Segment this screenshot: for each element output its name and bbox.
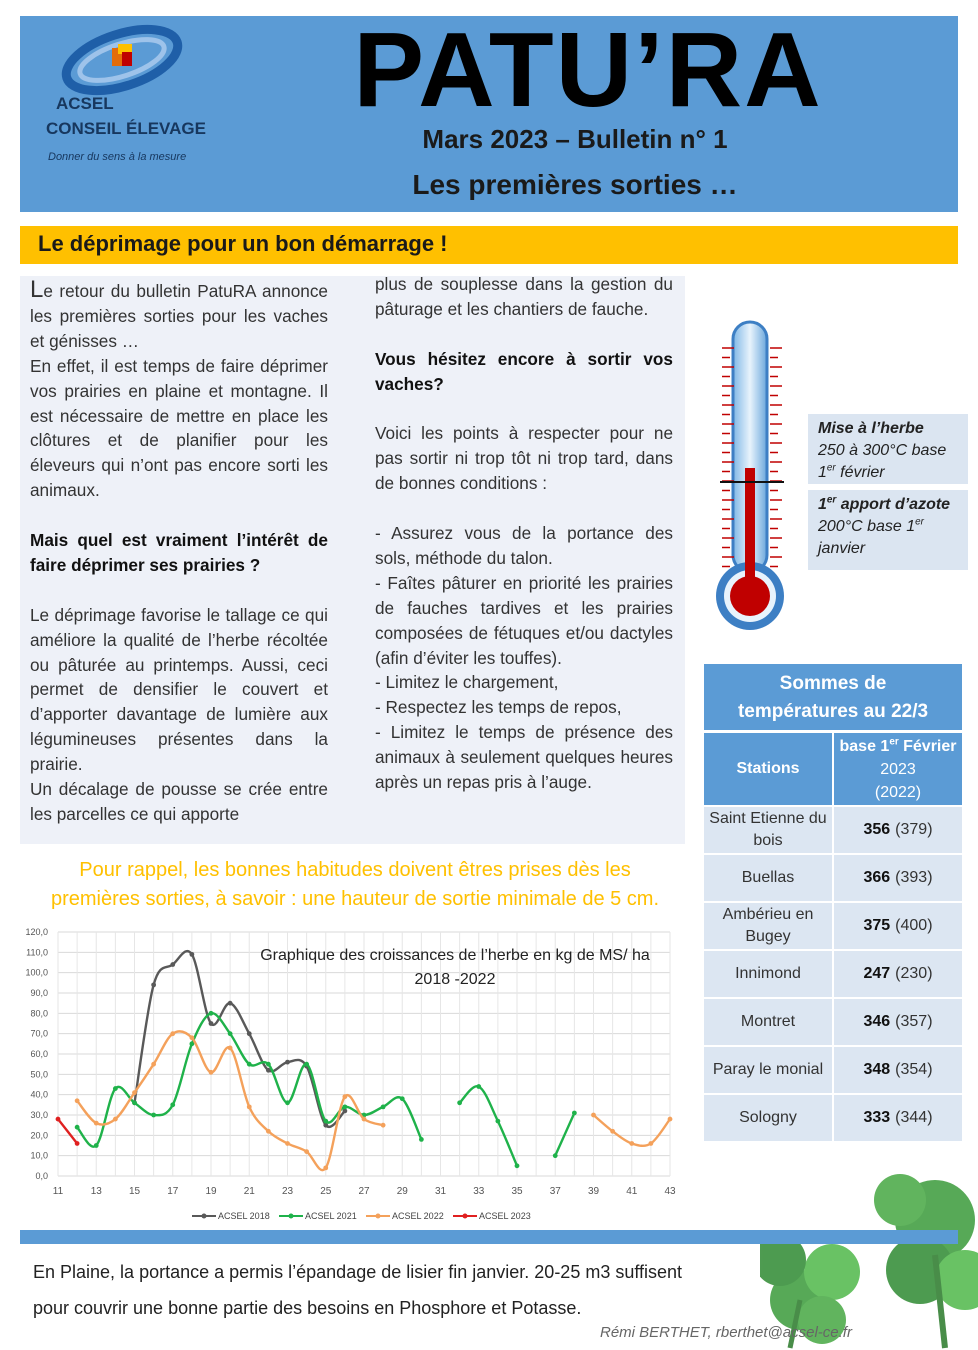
y-tick-label: 20,0 <box>30 1130 48 1141</box>
x-tick-label: 43 <box>664 1186 676 1197</box>
data-point <box>170 1102 175 1107</box>
data-point <box>323 1165 328 1170</box>
data-point <box>189 1035 194 1040</box>
chart-title: Graphique des croissances de l’herbe en kg de MS/ ha <box>260 947 650 964</box>
footer-line: pour couvrir une bonne partie des besoins en Phosphore et Potasse. <box>33 1298 582 1318</box>
data-point <box>189 952 194 957</box>
data-point <box>170 962 175 967</box>
temperature-table <box>704 664 962 1143</box>
y-tick-label: 80,0 <box>30 1008 48 1019</box>
x-tick-label: 17 <box>167 1186 179 1197</box>
section-heading: Le déprimage pour un bon démarrage ! <box>38 231 448 256</box>
series-line <box>460 1086 517 1166</box>
x-tick-label: 23 <box>281 1186 294 1197</box>
data-point <box>132 1100 137 1105</box>
series-line <box>135 951 345 1127</box>
temperature-value: 247 (230) <box>834 951 962 997</box>
table-title-line: Sommes de <box>779 673 887 694</box>
logo-tagline: Donner du sens à la mesure <box>48 151 187 163</box>
y-tick-label: 50,0 <box>30 1069 48 1080</box>
info-box-line: 250 à 300°C base <box>818 442 947 459</box>
data-point <box>648 1141 653 1146</box>
x-tick-label: 19 <box>205 1186 217 1197</box>
data-point <box>629 1141 634 1146</box>
paragraph: Voici les points à respecter pour ne pas sortir ni trop tôt ni trop tard, dans de bonnes conditions : <box>375 423 673 494</box>
data-point <box>247 1031 252 1036</box>
data-point <box>247 1104 252 1109</box>
data-point <box>342 1094 347 1099</box>
data-point <box>400 1096 405 1101</box>
station-name: Saint Etienne du bois <box>704 807 832 853</box>
data-point <box>75 1125 80 1130</box>
footer-divider <box>20 1230 958 1244</box>
station-name: Montret <box>704 999 832 1045</box>
bullet-item: - Faîtes pâturer en priorité les prairies de fauches tardives et les prairies composées de fétuques et/ou dactyles (afin d’éviter les touffes). <box>375 572 673 668</box>
y-tick-label: 10,0 <box>30 1150 48 1161</box>
paragraph: plus de souplesse dans la gestion du pâturage et les chantiers de fauche. <box>375 274 673 319</box>
article-column-2 <box>375 272 673 795</box>
data-point <box>151 982 156 987</box>
table-title <box>704 664 962 730</box>
dropcap: L <box>30 276 44 303</box>
reminder-text <box>20 856 690 914</box>
data-point <box>228 1001 233 1006</box>
table-header-row <box>704 733 962 805</box>
data-point <box>285 1060 290 1065</box>
data-point <box>151 1062 156 1067</box>
x-tick-label: 11 <box>52 1186 64 1197</box>
station-name: Buellas <box>704 855 832 901</box>
table-title-line: températures au 22/3 <box>737 701 929 722</box>
data-point <box>132 1090 137 1095</box>
data-point <box>94 1121 99 1126</box>
bulletin-number: Mars 2023 – Bulletin n° 1 <box>422 124 728 154</box>
legend-label: ACSEL 2018 <box>218 1211 270 1221</box>
data-point <box>342 1104 347 1109</box>
data-point <box>285 1100 290 1105</box>
x-tick-label: 41 <box>626 1186 638 1197</box>
temperature-value: 356 (379) <box>834 807 962 853</box>
x-tick-label: 37 <box>549 1186 561 1197</box>
bullet-item: - Respectez les temps de repos, <box>375 697 622 718</box>
table-row <box>704 999 962 1045</box>
data-point <box>591 1113 596 1118</box>
legend-label: ACSEL 2021 <box>305 1211 357 1221</box>
info-box-mise-herbe <box>808 414 968 484</box>
x-tick-label: 13 <box>90 1186 102 1197</box>
data-point <box>209 1070 214 1075</box>
data-point <box>323 1119 328 1124</box>
data-point <box>419 1137 424 1142</box>
data-point <box>209 1011 214 1016</box>
legend-marker <box>289 1214 294 1219</box>
info-box-azote <box>808 490 968 570</box>
info-box-line: 1er février <box>818 462 885 481</box>
table-row <box>704 807 962 853</box>
data-point <box>553 1153 558 1158</box>
logo-name: ACSEL <box>56 94 114 113</box>
paragraph: Le déprimage favorise le tallage ce qui améliore la qualité de l’herbe récoltée ou pâturée au printemps. Aussi, ceci permet de densifier le couvert et d’apporter davantage de lumière aux légumineuses présentes dans la prairie. <box>30 604 328 775</box>
paragraph: En effet, il est temps de faire déprimer vos prairies en plaine et montagne. Il est nécessaire de mettre en place les clôtures et de planifier pour les éleveurs qui n’ont pas encore sorti les animaux. <box>30 355 328 501</box>
x-tick-label: 35 <box>511 1186 523 1197</box>
logo-subname: CONSEIL ÉLEVAGE <box>46 119 206 138</box>
question-heading: Mais quel est vraiment l’intérêt de faire déprimer ses prairies ? <box>30 530 328 575</box>
temperature-value: 333 (344) <box>834 1095 962 1141</box>
station-name: Sologny <box>704 1095 832 1141</box>
info-box-title: Mise à l’herbe <box>818 420 924 437</box>
data-point <box>495 1119 500 1124</box>
data-point <box>170 1031 175 1036</box>
info-box-line: 200°C base 1er <box>818 516 924 535</box>
table-row <box>704 951 962 997</box>
table-row <box>704 903 962 949</box>
x-tick-label: 27 <box>358 1186 370 1197</box>
clover-icon <box>760 1160 978 1350</box>
data-point <box>610 1129 615 1134</box>
data-point <box>285 1141 290 1146</box>
info-box-line: janvier <box>818 540 866 557</box>
bullet-item: - Assurez vous de la portance des sols, méthode du talon. <box>375 523 673 568</box>
x-tick-label: 31 <box>434 1186 447 1197</box>
x-tick-label: 33 <box>473 1186 485 1197</box>
column-header-station: Stations <box>704 733 832 805</box>
y-tick-label: 100,0 <box>25 967 48 978</box>
bulletin-subtitle: Les premières sorties … <box>412 169 738 200</box>
data-point <box>266 1129 271 1134</box>
data-point <box>247 1062 252 1067</box>
column-header-base: base 1er Février 2023 (2022) <box>834 733 962 805</box>
bullet-item: - Limitez le temps de présence des animaux à seulement quelques heures après un repas pris à l’auge. <box>375 722 673 793</box>
paragraph-text: e retour du bulletin PatuRA annonce les premières sorties pour les vaches et génisses … <box>30 281 328 351</box>
thermometer-icon <box>700 318 800 636</box>
data-point <box>228 1046 233 1051</box>
footer-line: En Plaine, la portance a permis l’épandage de lisier fin janvier. 20-25 m3 suffisent <box>33 1262 683 1282</box>
data-point <box>668 1117 673 1122</box>
y-tick-label: 120,0 <box>25 927 48 937</box>
author-signature: Rémi BERTHET, rberthet@acsel-ce.fr <box>600 1324 852 1341</box>
data-point <box>304 1149 309 1154</box>
data-point <box>304 1062 309 1067</box>
y-tick-label: 30,0 <box>30 1110 48 1120</box>
data-point <box>381 1104 386 1109</box>
data-point <box>94 1143 99 1148</box>
data-point <box>56 1117 61 1122</box>
y-tick-label: 110,0 <box>26 947 48 958</box>
data-point <box>209 1021 214 1026</box>
bulletin-title: PATU’RA <box>353 11 823 129</box>
station-name: Paray le monial <box>704 1047 832 1093</box>
station-name: Ambérieu en Bugey <box>704 903 832 949</box>
data-point <box>151 1113 156 1118</box>
temperature-value: 366 (393) <box>834 855 962 901</box>
reminder-line: Pour rappel, les bonnes habitudes doivent êtres prises dès les <box>79 859 631 881</box>
table-row <box>704 1095 962 1141</box>
data-point <box>457 1100 462 1105</box>
data-point <box>362 1117 367 1122</box>
paragraph <box>30 278 328 354</box>
table-row <box>704 1047 962 1093</box>
temperature-value: 346 (357) <box>834 999 962 1045</box>
legend-label: ACSEL 2022 <box>392 1211 444 1221</box>
legend-label: ACSEL 2023 <box>479 1211 531 1221</box>
question-heading: Vous hésitez encore à sortir vos vaches? <box>375 348 673 394</box>
data-point <box>572 1111 577 1116</box>
table-row <box>704 855 962 901</box>
x-tick-label: 21 <box>243 1186 255 1197</box>
data-point <box>75 1098 80 1103</box>
series-line <box>555 1113 574 1156</box>
legend-marker <box>202 1214 207 1219</box>
x-tick-label: 29 <box>396 1186 408 1197</box>
y-tick-label: 40,0 <box>30 1089 48 1100</box>
data-point <box>113 1086 118 1091</box>
reminder-line: premières sorties, à savoir : une hauteur de sortie minimale de 5 cm. <box>50 888 660 910</box>
x-tick-label: 25 <box>320 1186 332 1197</box>
temperature-value: 375 (400) <box>834 903 962 949</box>
y-tick-label: 0,0 <box>35 1171 48 1181</box>
paragraph: Un décalage de pousse se crée entre les parcelles ce qui apporte <box>30 779 328 824</box>
data-point <box>113 1117 118 1122</box>
data-point <box>515 1163 520 1168</box>
chart-subtitle: 2018 -2022 <box>414 971 496 988</box>
temperature-value: 348 (354) <box>834 1047 962 1093</box>
article-column-1 <box>30 278 328 827</box>
station-name: Innimond <box>704 951 832 997</box>
grass-growth-chart <box>20 922 700 1230</box>
data-point <box>228 1031 233 1036</box>
legend-marker <box>463 1214 468 1219</box>
x-tick-label: 39 <box>587 1186 600 1197</box>
info-box-title: 1er apport d’azote <box>818 494 951 513</box>
data-point <box>75 1141 80 1146</box>
x-tick-label: 15 <box>128 1186 141 1197</box>
series-line <box>58 1119 77 1143</box>
data-point <box>381 1123 386 1128</box>
y-tick-label: 90,0 <box>30 988 48 998</box>
data-point <box>266 1062 271 1067</box>
data-point <box>476 1084 481 1089</box>
bullet-item: - Limitez le chargement, <box>375 672 559 693</box>
legend-marker <box>376 1214 381 1219</box>
y-tick-label: 70,0 <box>30 1028 48 1039</box>
y-tick-label: 60,0 <box>30 1049 48 1059</box>
